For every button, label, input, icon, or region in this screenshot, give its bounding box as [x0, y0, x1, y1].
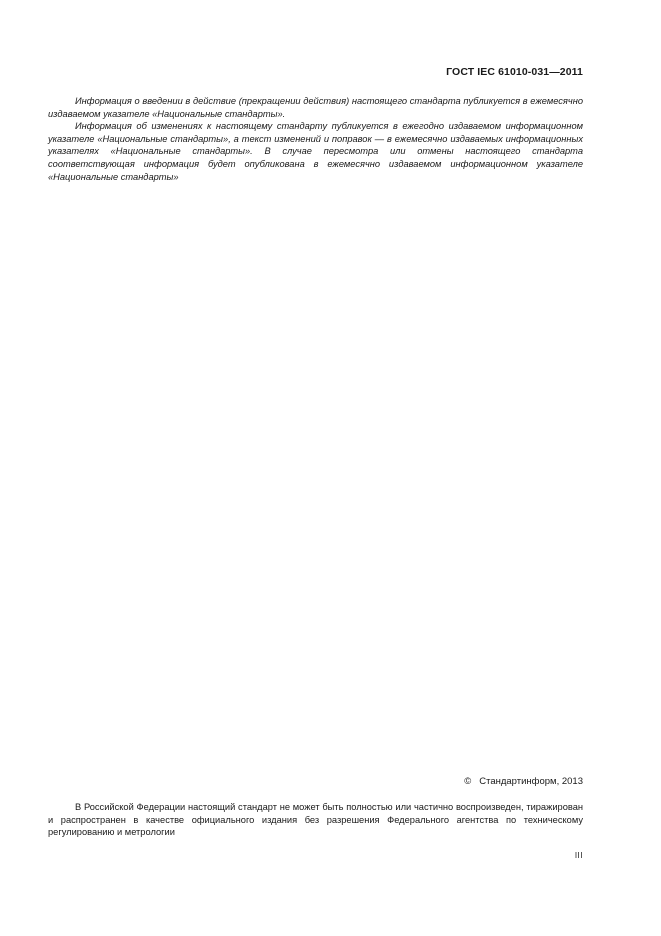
notice-paragraph-introduction: Информация о введении в действие (прекращении действия) настоящего стандарта публикуется в ежемесячно издаваемом указателе «Национальные стандарты».	[48, 96, 583, 119]
document-code-header: ГОСТ IEC 61010-031—2011	[446, 66, 583, 78]
notice-paragraph-amendments: Информация об изменениях к настоящему стандарту публикуется в ежегодно издаваемом информационном указателе «Национальные стандарты», а текст изменений и поправок — в ежемесячно издаваемых информационных указателях «Национальные стандарты». В случае пересмотра или отмены настоящего стандарта соответствующая информация будет опубликована в ежемесячно издаваемом информационном указателе «Национальные стандарты»	[48, 121, 583, 182]
copyright-text: Стандартинформ, 2013	[479, 776, 583, 787]
copyright-line	[464, 776, 583, 787]
page-number: III	[574, 851, 583, 860]
copyright-symbol: ©	[464, 776, 472, 787]
reproduction-legal-notice: В Российской Федерации настоящий стандарт не может быть полностью или частично воспроизведен, тиражирован и распространен в качестве официального издания без разрешения Федерального агентства по техническому регулированию и метрологии	[48, 802, 583, 838]
publication-notice-block	[48, 95, 583, 183]
